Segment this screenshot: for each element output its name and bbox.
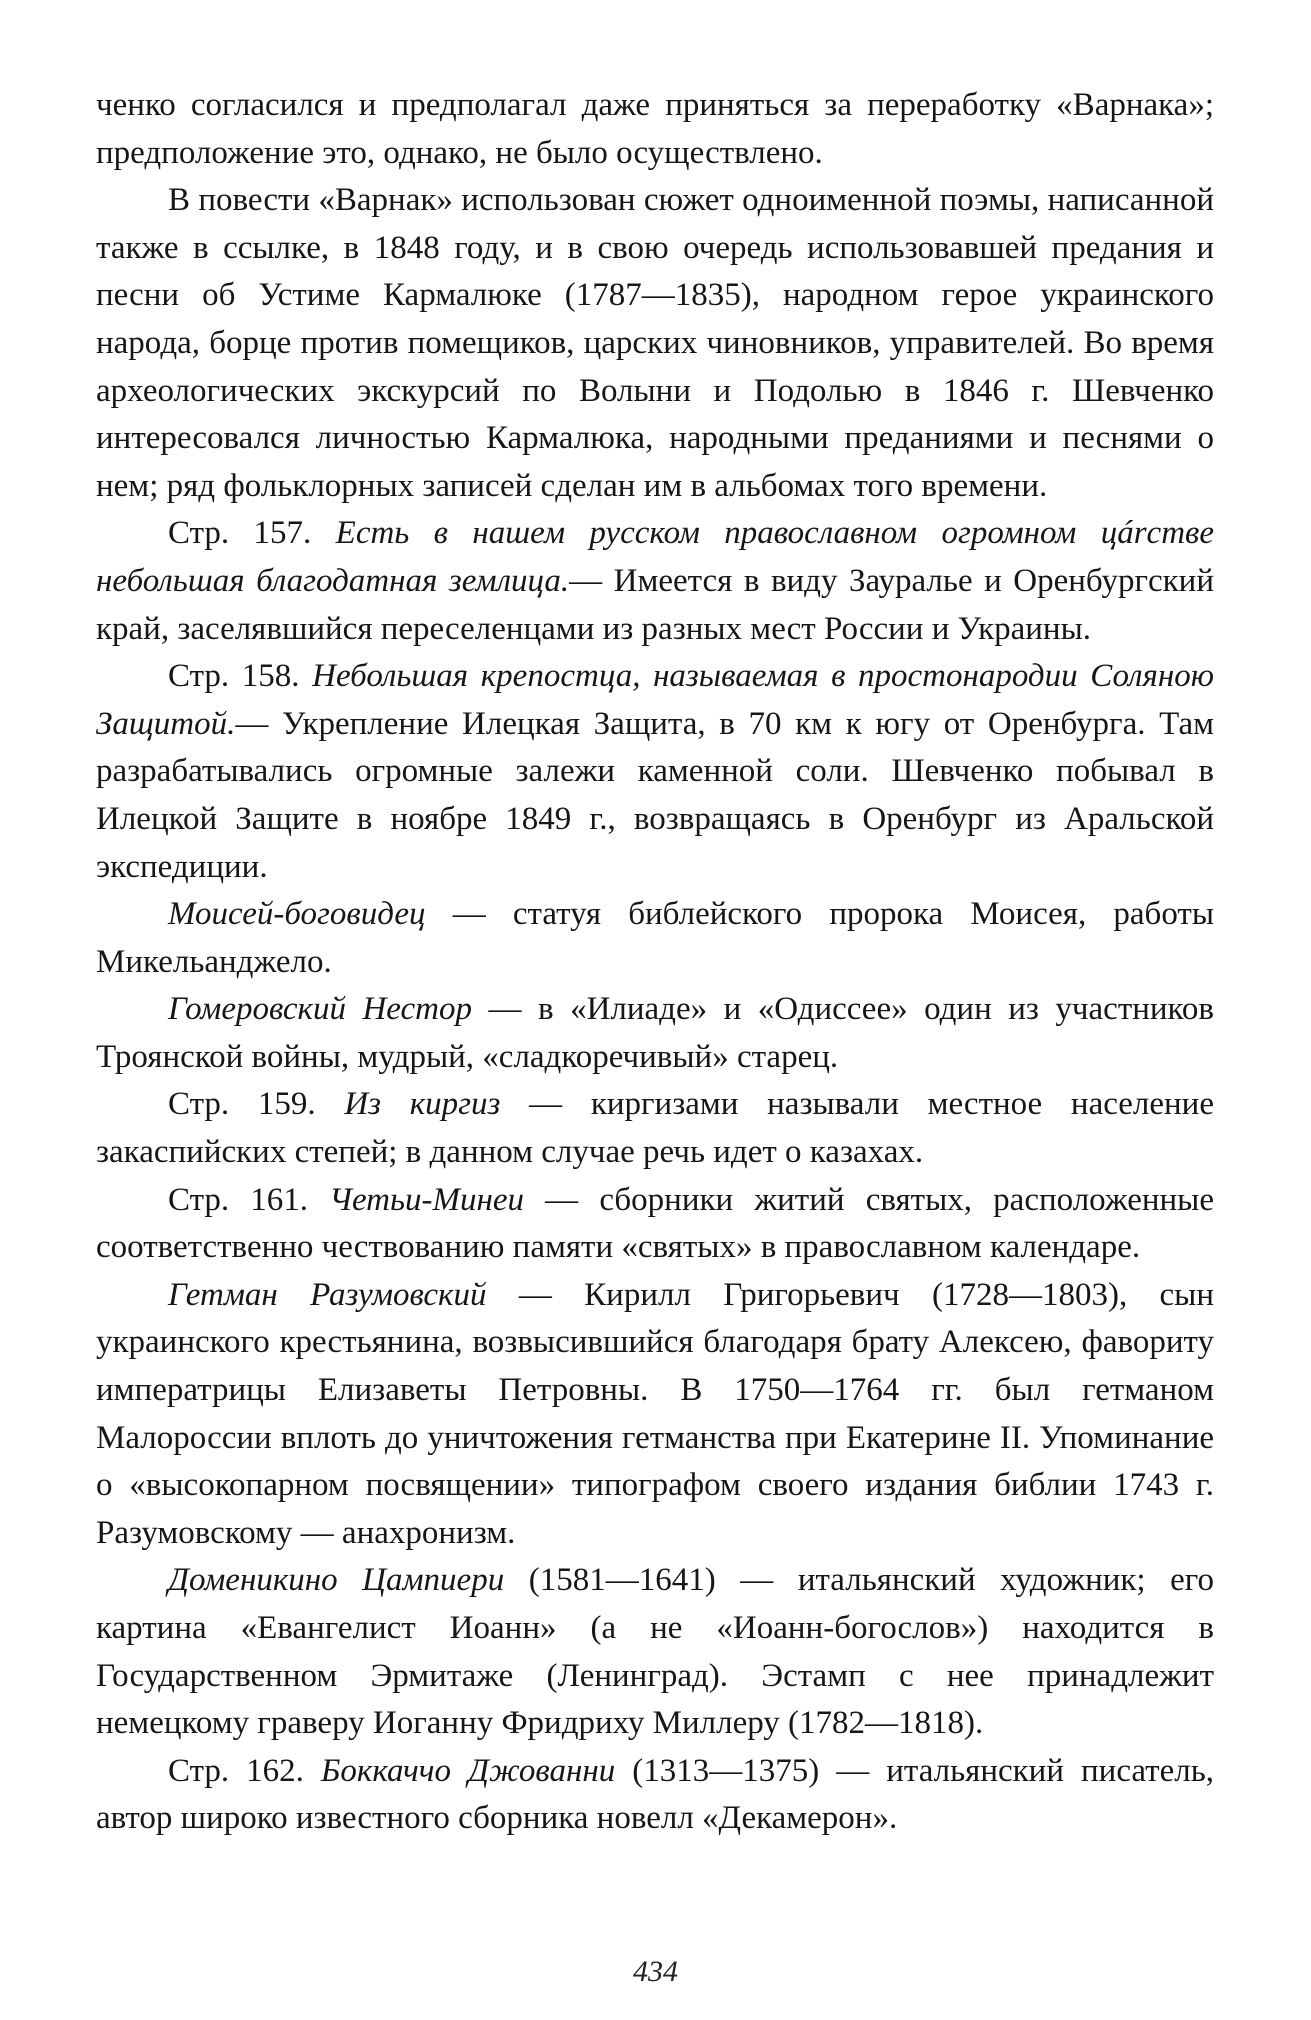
paragraph-text: (1581—1641) — итальянский художник; его картина «Евангелист Иоанн» (а не «Иоанн-богослов») находится в Государственном Эрмитаже (Ленинград). Эстамп с нее принадлежит немецкому граверу Иоганну Фридриху Миллеру (1782—1818). xyxy=(96,1562,1214,1742)
page-number: 434 xyxy=(633,1955,678,1988)
paragraph-text: — Имеется в виду Зауралье и Оренбургский край, заселявшийся переселенцами из разных мест России и Украины. xyxy=(96,562,1214,647)
annotated-term: Боккаччо Джованни xyxy=(320,1752,616,1789)
page-reference: Стр. 162. xyxy=(168,1752,321,1789)
page-reference: Стр. 157. xyxy=(168,515,336,552)
annotated-term: Гомеровский Нестор xyxy=(168,991,473,1028)
paragraph xyxy=(96,1557,1214,1747)
paragraph xyxy=(96,986,1214,1081)
annotated-term: Моисей-боговидец xyxy=(168,896,426,933)
paragraph-text: (1313—1375) — итальянский писатель, автор широко известного сборника новелл «Декамерон». xyxy=(96,1752,1215,1837)
paragraph xyxy=(96,653,1214,891)
annotated-term: Гетман Разумовский xyxy=(168,1276,487,1313)
paragraph xyxy=(96,1272,1214,1558)
page-reference: Стр. 159. xyxy=(168,1086,345,1123)
annotated-term: Из киргиз xyxy=(344,1086,501,1123)
annotated-term: Есть в нашем русском православном огромном цárстве небольшая благодатная землица. xyxy=(96,515,1215,599)
paragraph-text: ченко согласился и предполагал даже приняться за переработку «Варнака»; предположение это, однако, не было осуществлено. xyxy=(96,87,1214,171)
paragraph xyxy=(96,1081,1214,1176)
paragraph-text: — сборники житий святых, расположенные соответственно чествованию памяти «святых» в православном календаре. xyxy=(96,1181,1214,1266)
paragraph-text: — статуя библейского пророка Моисея, работы Микельанджело. xyxy=(96,896,1214,980)
paragraph xyxy=(96,1748,1214,1843)
annotated-term: Четьи-Минеи xyxy=(329,1181,525,1218)
annotated-term: Небольшая крепостца, называемая в простонародии Соляною Защитой. xyxy=(96,658,1215,742)
paragraph xyxy=(96,1177,1214,1272)
page-reference: Стр. 161. xyxy=(168,1181,330,1218)
paragraph xyxy=(96,891,1214,986)
paragraph-text: В повести «Варнак» использован сюжет одноименной поэмы, написанной также в ссылке, в 1848 году, и в свою очередь использовавшей предания и песни об Устиме Кармалюке (1787—1835), народном герое украинского народа, борце против помещиков, царских чиновников, управителей. Во время археологических экскурсий по Волыни и Подолью в 1846 г. Шевченко интересовался личностью Кармалюка, народными преданиями и песнями о нем; ряд фольклорных записей сделан им в альбомах того времени. xyxy=(96,182,1214,504)
paragraph-text: — Кирилл Григорьевич (1728—1803), сын украинского крестьянина, возвысившийся благодаря брату Алексею, фавориту императрицы Елизаветы Петровны. В 1750—1764 гг. был гетманом Малороссии вплоть до уничтожения гетманства при Екатерине II. Упоминание о «высокопарном посвящении» типографом своего издания библии 1743 г. Разумовскому — анахронизм. xyxy=(96,1276,1214,1551)
paragraph-text: — киргизами называли местное население закаспийских степей; в данном случае речь идет о казахах. xyxy=(96,1086,1214,1171)
page-body xyxy=(96,82,1214,1843)
paragraph xyxy=(96,82,1214,177)
page-reference: Стр. 158. xyxy=(168,658,313,695)
paragraph xyxy=(96,177,1214,510)
annotated-term: Доменикино Цампиери xyxy=(168,1562,505,1599)
paragraph xyxy=(96,510,1214,653)
paragraph-text: — Укрепление Илецкая Защита, в 70 км к югу от Оренбурга. Там разрабатывались огромные залежи каменной соли. Шевченко побывал в Илецкой Защите в ноябре 1849 г., возвращаясь в Оренбург из Аральской экспедиции. xyxy=(96,705,1214,885)
paragraph-text: — в «Илиаде» и «Одиссее» один из участников Троянской войны, мудрый, «сладкоречивый» старец. xyxy=(96,991,1214,1075)
